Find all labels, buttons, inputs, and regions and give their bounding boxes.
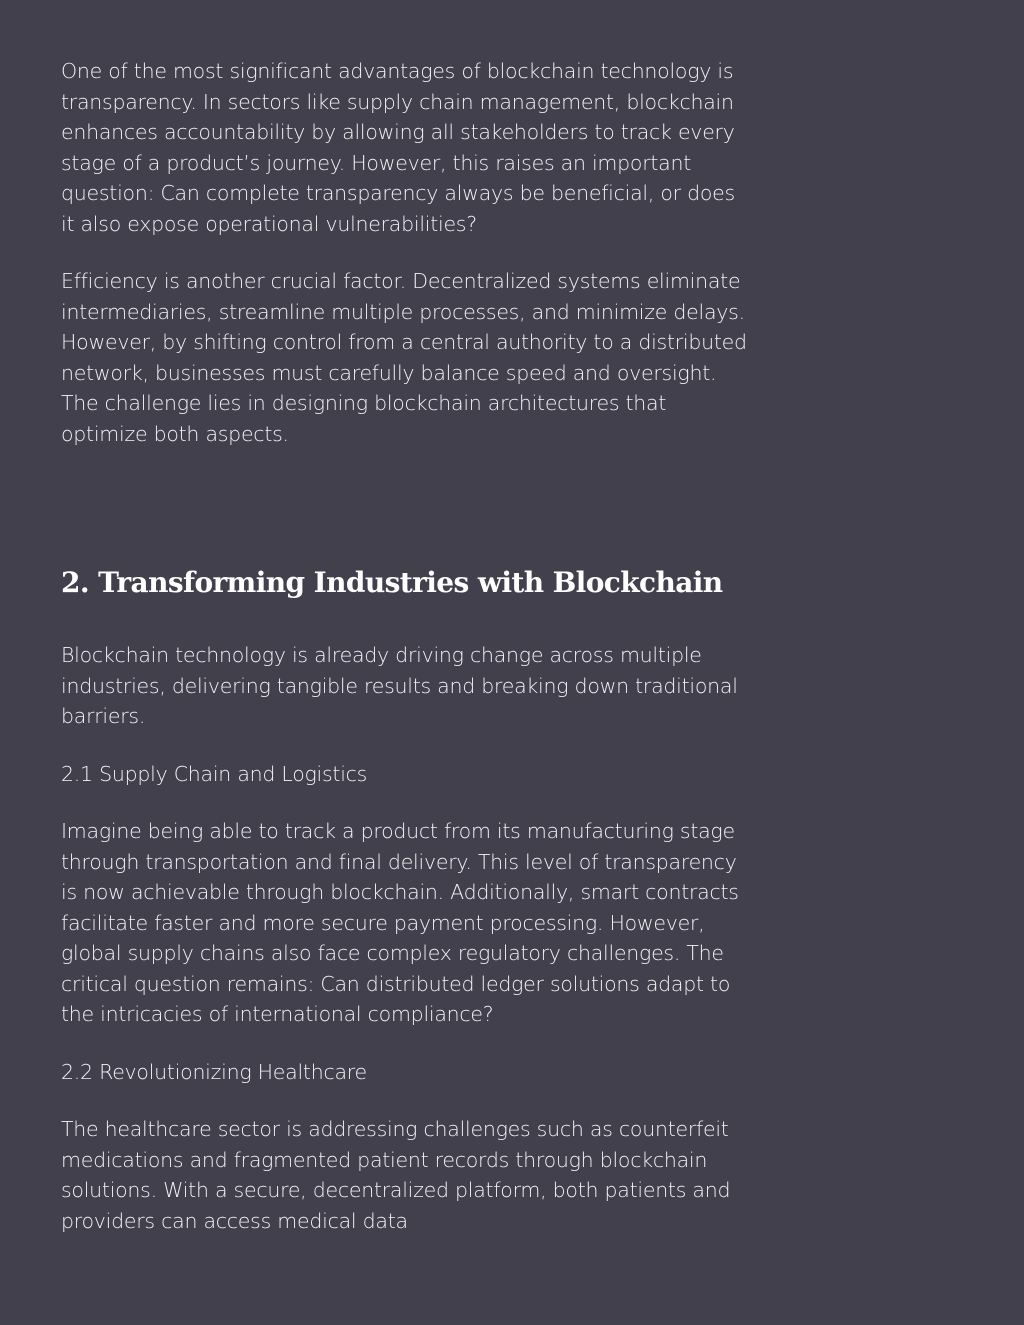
subsection-title-supply-chain: 2.1 Supply Chain and Logistics — [61, 761, 368, 786]
paragraph-transparency: One of the most significant advantages of blockchain technology is transparency. In sectors like supply chain management, blockchain enhances accountability by allowing all stakeholders to track every stage of a product’s journey. However, this raises an important question: Can complete transparency always be beneficial, or does it also expose operational vulnerabilities? — [61, 59, 735, 236]
subsection-body-supply-chain: Imagine being able to track a product from its manufacturing stage through transportation and final delivery. This level of transparency is now achievable through blockchain. Additionally, smart contracts facilitate faster and more secure payment processing. However, global supply chains also face complex regulatory challenges. The critical question remains: Can distributed ledger solutions adapt to the intricacies of international compliance? — [61, 819, 739, 1026]
section-body — [61, 640, 751, 1263]
paragraph-efficiency: Efficiency is another crucial factor. Decentralized systems eliminate intermediaries, streamline multiple processes, and minimize delays. However, by shifting control from a central authority to a distributed network, businesses must carefully balance speed and oversight. The challenge lies in designing blockchain architectures that optimize both aspects. — [61, 269, 747, 446]
document-page — [61, 56, 751, 1233]
subsection-title-healthcare: 2.2 Revolutionizing Healthcare — [61, 1059, 367, 1084]
subsection-body-healthcare: The healthcare sector is addressing challenges such as counterfeit medications and fragmented patient records through blockchain solutions. With a secure, decentralized platform, both patients and providers can access medical data — [61, 1117, 731, 1233]
section-heading: 2. Transforming Industries with Blockchain — [61, 566, 723, 599]
section-intro: Blockchain technology is already driving change across multiple industries, delivering tangible results and breaking down traditional barriers. — [61, 643, 738, 728]
